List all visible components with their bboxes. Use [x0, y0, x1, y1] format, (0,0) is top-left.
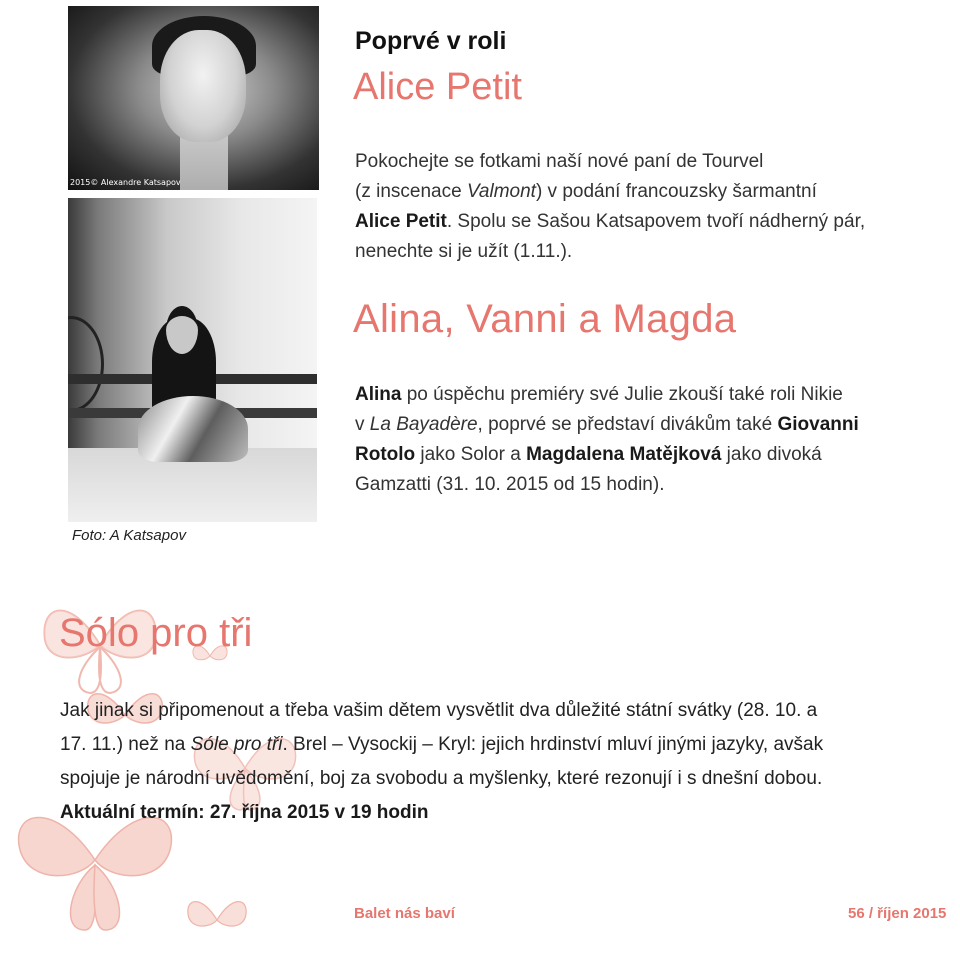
photo-wheel — [68, 316, 104, 412]
paragraph-line: Aktuální termín: 27. října 2015 v 19 hodin — [60, 802, 429, 823]
photo-neck — [180, 134, 228, 190]
section1-paragraph — [355, 147, 955, 267]
paragraph-line: (z inscenace Valmont) v podání francouzsky šarmantní — [355, 181, 817, 202]
paragraph-line: Gamzatti (31. 10. 2015 od 15 hodin). — [355, 474, 665, 495]
paragraph-line: spojuje je národní uvědomění, boj za svobodu a myšlenky, které rezonují i s dnešní dobou. — [60, 768, 823, 789]
section2-title: Alina, Vanni a Magda — [353, 297, 737, 341]
paragraph-line: Jak jinak si připomenout a třeba vašim dětem vysvětlit dva důležité státní svátky (28. 10. a — [60, 700, 818, 721]
paragraph-line: Alina po úspěchu premiéry své Julie zkouší také roli Nikie — [355, 384, 843, 405]
footer-page-number: 56 / říjen 2015 — [848, 905, 947, 922]
butterfly-decoration-small — [182, 890, 252, 950]
paragraph-line: 17. 11.) než na Sóle pro tři. Brel – Vysockij – Kryl: jejich hrdinství mluví jinými jazyky, avšak — [60, 734, 824, 755]
photo-skirt — [138, 396, 248, 462]
photo-caption: Foto: A Katsapov — [72, 527, 186, 544]
footer-publication: Balet nás baví — [354, 905, 455, 922]
section3-paragraph — [60, 694, 955, 830]
paragraph-line: nenechte si je užít (1.11.). — [355, 241, 573, 262]
photo-face — [160, 30, 246, 142]
photo-dancer-head — [166, 306, 198, 354]
section1-title: Alice Petit — [353, 66, 522, 108]
paragraph-line: Pokochejte se fotkami naší nové paní de Tourvel — [355, 151, 764, 172]
section3-title: Sólo pro tři — [59, 611, 253, 655]
section2-paragraph — [355, 380, 955, 500]
photo-credit: 2015© Alexandre Katsapov — [70, 178, 181, 187]
paragraph-line: v La Bayadère, poprvé se představí divákům také Giovanni — [355, 414, 859, 435]
dancer-photo — [68, 198, 317, 522]
paragraph-line: Alice Petit. Spolu se Sašou Katsapovem tvoří nádherný pár, — [355, 211, 866, 232]
section1-kicker: Poprvé v roli — [355, 27, 507, 55]
portrait-photo — [68, 6, 319, 190]
paragraph-line: Rotolo jako Solor a Magdalena Matějková jako divoká — [355, 444, 822, 465]
